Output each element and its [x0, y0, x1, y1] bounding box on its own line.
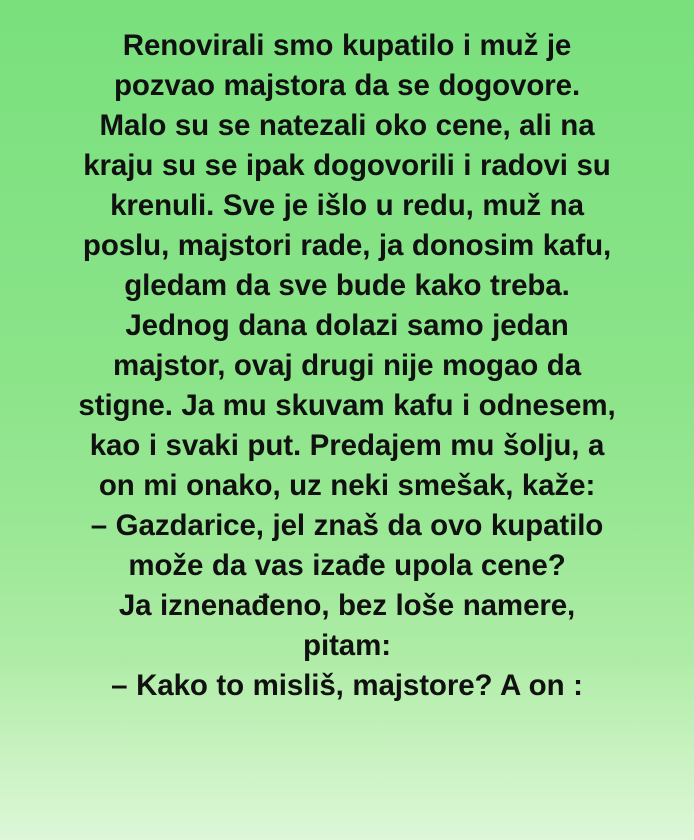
story-line: Renovirali smo kupatilo i muž je [122, 29, 572, 62]
story-line: kao i svaki put. Predajem mu šolju, a [89, 428, 605, 462]
story-line: poslu, majstori rade, ja donosim kafu, [82, 228, 612, 262]
story-line: kraju su se ipak dogovorili i radovi su [83, 148, 611, 182]
story-line: Jednog dana dolazi samo jedan [125, 308, 569, 342]
story-line: krenuli. Sve je išlo u redu, muž na [110, 188, 584, 222]
story-line: on mi onako, uz neki smešak, kaže: [98, 468, 596, 502]
story-line: Ja iznenađeno, bez loše namere, [118, 588, 576, 622]
story-line: stigne. Ja mu skuvam kafu i odnesem, [78, 388, 616, 422]
story-line: pozvao majstora da se dogovore. [113, 68, 581, 102]
story-line: – Kako to misliš, majstore? A on : [111, 668, 583, 702]
story-line: može da vas izađe upola cene? [128, 548, 566, 582]
story-line: pitam: [303, 628, 391, 662]
story-line: Malo su se natezali oko cene, ali na [99, 108, 595, 142]
story-line: majstor, ovaj drugi nije mogao da [112, 348, 582, 382]
story-line: – Gazdarice, jel znaš da ovo kupatilo [90, 508, 604, 542]
story-text [0, 26, 694, 705]
story-line: gledam da sve bude kako treba. [124, 268, 570, 302]
